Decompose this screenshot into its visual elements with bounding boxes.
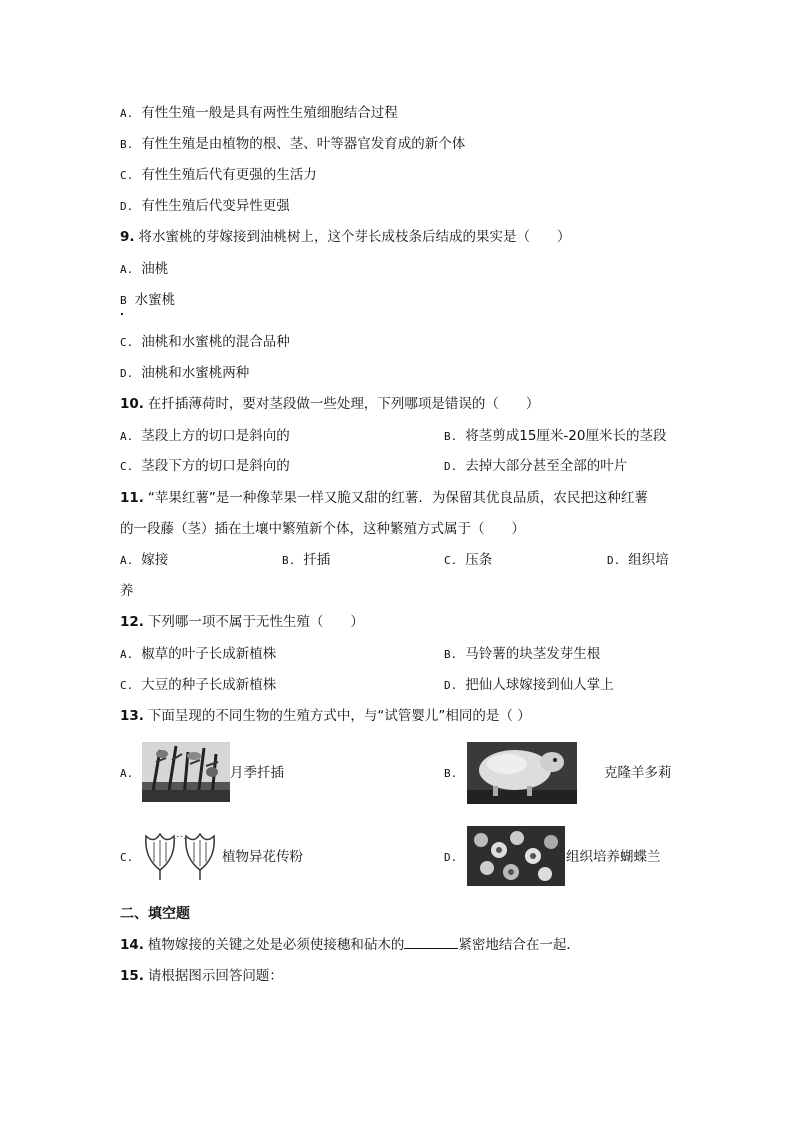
option-label: A.: [120, 430, 134, 443]
option-label: C.: [120, 336, 134, 349]
q13-option-c-label: C.: [120, 851, 134, 864]
orchid-tissue-culture-image: [467, 826, 565, 886]
option-label: B.: [444, 430, 458, 443]
option-text: 有性生殖一般是具有两性生殖细胞结合过程: [141, 105, 398, 121]
option-label: C.: [120, 460, 134, 473]
option-label: B.: [282, 554, 296, 567]
question-text: 请根据图示回答问题：: [147, 968, 283, 984]
q9-stem: [120, 228, 571, 246]
option-label: D.: [120, 367, 134, 380]
q13-option-b-caption: 克隆羊多莉: [604, 765, 672, 781]
q11-option-b: [282, 551, 330, 570]
q12-option-d: [444, 676, 614, 695]
question-text: 将水蜜桃的芽嫁接到油桃树上，这个芽长成枝条后结成的果实是（ ）: [138, 229, 571, 245]
q10-option-a: [120, 427, 290, 446]
question-text: “苹果红薯”是一种像苹果一样又脆又甜的红薯．为保留其优良品质，农民把这种红薯: [147, 490, 648, 506]
option-label: D.: [444, 460, 458, 473]
option-text: 将茎剪成15厘米-20厘米长的茎段: [465, 428, 667, 444]
option-label: A.: [120, 648, 134, 661]
q9-option-d: [120, 364, 249, 383]
question-text: 下面呈现的不同生物的生殖方式中，与“试管婴儿”相同的是（ ）: [147, 708, 531, 724]
option-label: B.: [444, 648, 458, 661]
option-label: D.: [120, 200, 134, 213]
option-text: 把仙人球嫁接到仙人掌上: [465, 677, 614, 693]
q9-option-c: [120, 333, 290, 352]
answer-blank[interactable]: [404, 936, 458, 949]
q10-stem: [120, 395, 539, 413]
q9-option-b: [120, 291, 175, 310]
option-text: 养: [120, 583, 134, 599]
option-label: B.: [120, 138, 134, 151]
question-number: 12.: [120, 614, 144, 630]
question-number: 15.: [120, 968, 144, 984]
q12-stem: [120, 613, 364, 631]
q10-option-b: [444, 427, 666, 446]
rose-cutting-image: [142, 742, 230, 802]
option-label: A.: [120, 554, 134, 567]
option-text: 油桃和水蜜桃的混合品种: [141, 334, 290, 350]
flower-pollination-image: [140, 828, 222, 882]
option-text: 水蜜桃: [134, 292, 176, 308]
option-label: A.: [120, 107, 134, 120]
question-number: 13.: [120, 708, 144, 724]
section-title: 二、填空题: [120, 906, 190, 922]
option-label: D.: [444, 679, 458, 692]
option-text: 椒草的叶子长成新植株: [141, 646, 277, 662]
q8-option-d: [120, 197, 290, 216]
option-text: 大豆的种子长成新植株: [141, 677, 277, 693]
question-text: 植物嫁接的关键之处是必须使接穗和砧木的: [147, 937, 405, 953]
q10-option-c: [120, 457, 290, 476]
question-number: 11.: [120, 490, 144, 506]
q11-option-d-wrap: [120, 582, 134, 600]
q14-stem: [120, 936, 580, 954]
option-text: 油桃和水蜜桃两种: [141, 365, 250, 381]
q12-option-a: [120, 645, 276, 664]
option-label: D.: [607, 554, 621, 567]
question-text: 的一段藤（茎）插在土壤中繁殖新个体，这种繁殖方式属于（ ）: [120, 521, 525, 537]
option-label: C.: [444, 554, 458, 567]
question-number: 14.: [120, 937, 144, 953]
question-text: 下列哪一项不属于无性生殖（ ）: [147, 614, 364, 630]
q11-option-a: [120, 551, 168, 570]
dolly-sheep-image: [467, 742, 577, 804]
q8-option-c: [120, 166, 317, 185]
option-text: 有性生殖后代变异性更强: [141, 198, 290, 214]
option-text: 去掉大部分甚至全部的叶片: [465, 458, 628, 474]
option-label: C.: [120, 169, 134, 182]
q13-option-a-caption: 月季扦插: [230, 765, 284, 781]
stray-dot: [121, 313, 123, 315]
question-text: 在扦插薄荷时，要对茎段做一些处理，下列哪项是错误的（ ）: [147, 396, 540, 412]
option-text: 有性生殖是由植物的根、茎、叶等器官发育成的新个体: [141, 136, 466, 152]
q11-stem-line2: [120, 520, 525, 538]
option-text: 油桃: [141, 261, 169, 277]
option-label: B: [120, 294, 127, 307]
q13-option-b-label: B.: [444, 767, 458, 780]
q15-stem: [120, 967, 283, 985]
option-text: 扦插: [303, 552, 331, 568]
q8-option-b: [120, 135, 465, 154]
q12-option-b: [444, 645, 600, 664]
q9-option-a: [120, 260, 168, 279]
q13-option-a-label: A.: [120, 767, 134, 780]
q11-option-c: [444, 551, 492, 570]
q8-option-a: [120, 104, 398, 123]
option-label: A.: [120, 263, 134, 276]
option-label: C.: [120, 679, 134, 692]
option-text: 压条: [465, 552, 493, 568]
q10-option-d: [444, 457, 627, 476]
q13-option-d-label: D.: [444, 851, 458, 864]
question-number: 9.: [120, 229, 135, 245]
q13-option-d-caption: 组织培养蝴蝶兰: [566, 849, 661, 865]
question-text-after: 紧密地结合在一起．: [458, 937, 580, 953]
option-text: 有性生殖后代有更强的生活力: [141, 167, 317, 183]
q13-stem: [120, 707, 531, 725]
option-text: 组织培: [628, 552, 669, 568]
q12-option-c: [120, 676, 276, 695]
q13-option-c-caption: 植物异花传粉: [222, 849, 303, 865]
question-number: 10.: [120, 396, 144, 412]
q11-stem: [120, 489, 648, 507]
option-text: 茎段下方的切口是斜向的: [141, 458, 290, 474]
option-text: 嫁接: [141, 552, 169, 568]
q11-option-d: [607, 551, 669, 570]
option-text: 马铃薯的块茎发芽生根: [465, 646, 601, 662]
option-text: 茎段上方的切口是斜向的: [141, 428, 290, 444]
